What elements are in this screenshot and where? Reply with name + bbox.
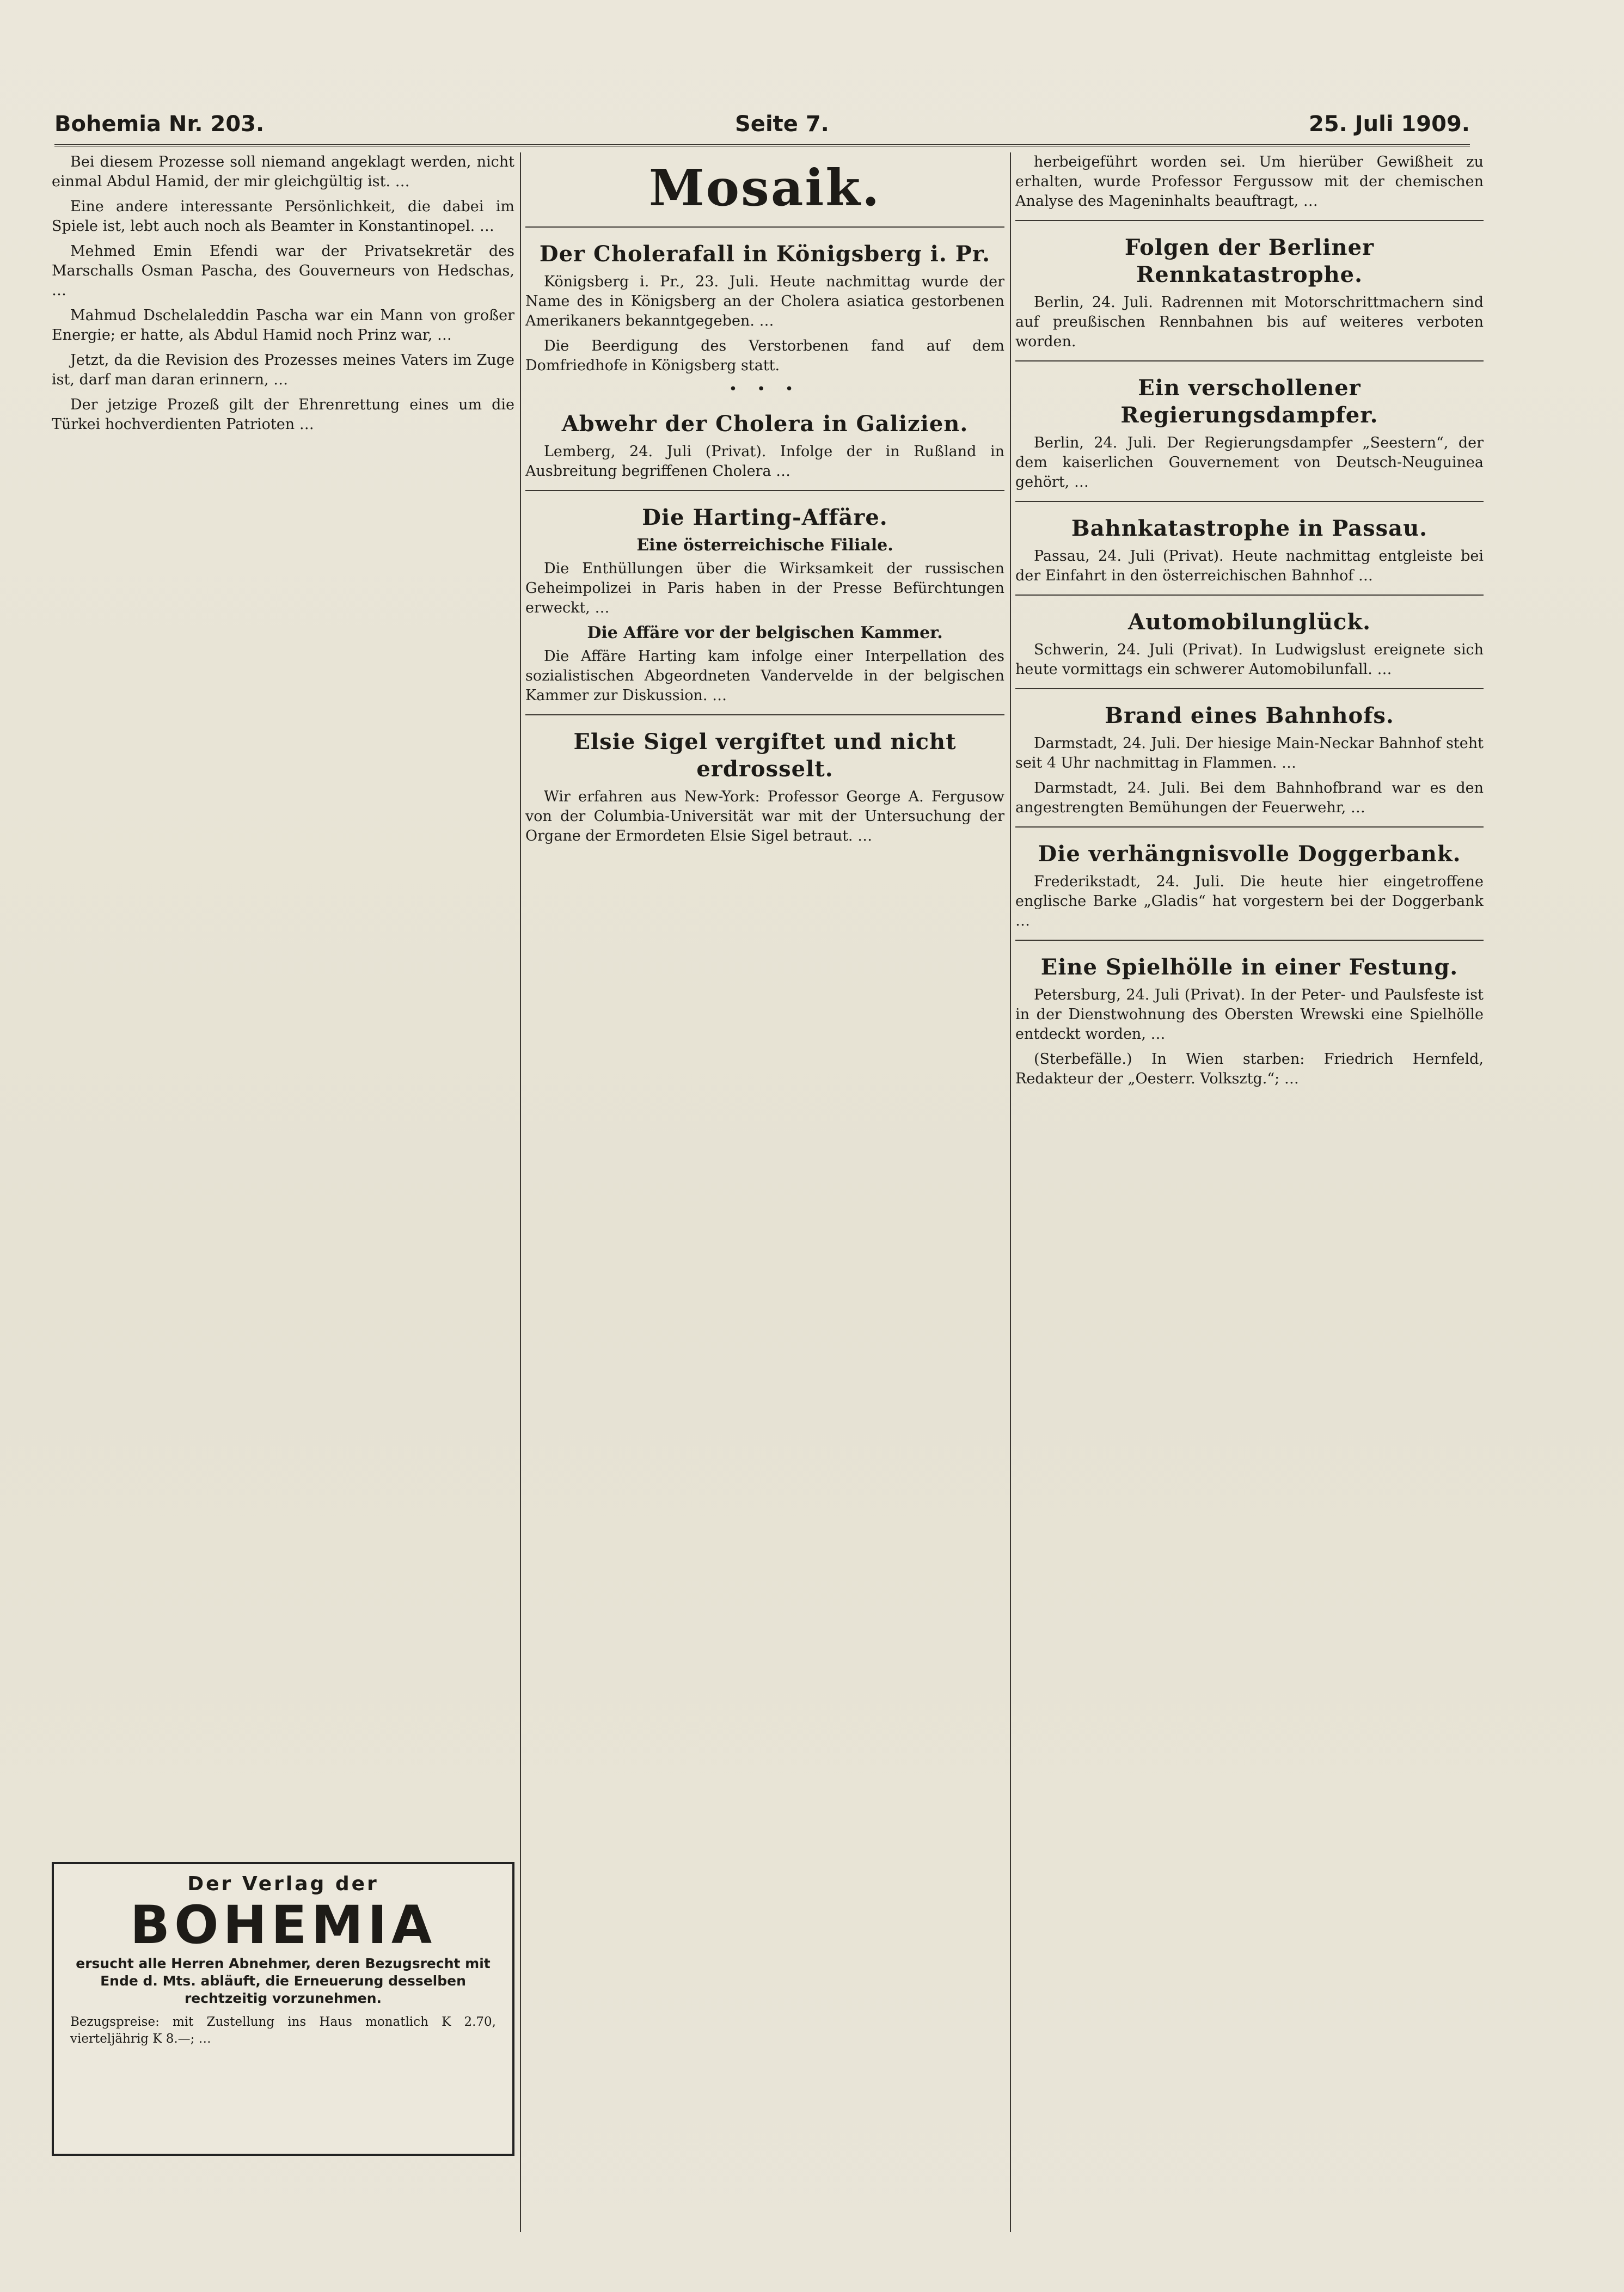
body-paragraph: Mehmed Emin Efendi war der Privatsekretär des Marschalls Osman Pascha, des Gouverneurs von Hedschas, … (52, 243, 514, 299)
body-paragraph: Der jetzige Prozeß gilt der Ehrenrettung eines um die Türkei hochverdienten Patrioten … (52, 396, 514, 433)
column-divider (520, 152, 521, 2232)
body-paragraph: Frederikstadt, 24. Juli. Die heute hier eingetroffene englische Barke „Gladis“ hat vorgestern bei der Doggerbank … (1015, 873, 1484, 929)
article-subheadline: Die Affäre vor der belgischen Kammer. (587, 623, 943, 642)
divider (1015, 360, 1484, 361)
page-number: Seite 7. (735, 112, 829, 137)
header-rule (54, 144, 1470, 146)
body-paragraph: Die Affäre Harting kam infolge einer Interpellation des sozialistischen Abgeordneten Vandervelde in der belgischen Kammer zur Diskussion. … (525, 648, 1004, 704)
body-paragraph: Eine andere interessante Persönlichkeit, die dabei im Spiele ist, lebt auch noch als Beamter in Konstantinopel. … (52, 198, 514, 235)
article-headline: Elsie Sigel vergiftet und nicht erdrosselt. (573, 729, 957, 782)
body-paragraph: Jetzt, da die Revision des Prozesses meines Vaters im Zuge ist, darf man daran erinnern, … (52, 352, 514, 388)
body-paragraph: Darmstadt, 24. Juli. Der hiesige Main-Neckar Bahnhof steht seit 4 Uhr nachmittag in Flammen. … (1015, 735, 1484, 771)
body-paragraph: Schwerin, 24. Juli (Privat). In Ludwigslust ereignete sich heute vormittags ein schwerer Automobilunfall. … (1015, 641, 1484, 678)
body-paragraph: Königsberg i. Pr., 23. Juli. Heute nachmittag wurde der Name des in Königsberg an der Cholera asiatica gestorbenen Amerikaners bekanntgegeben. … (525, 273, 1004, 329)
publisher-advert (52, 1862, 514, 2156)
divider (1015, 220, 1484, 221)
body-paragraph: Bei diesem Prozesse soll niemand angeklagt werden, nicht einmal Abdul Hamid, der mir gleichgültig ist. … (52, 154, 514, 190)
body-paragraph: Die Enthüllungen über die Wirksamkeit der russischen Geheimpolizei in Paris haben in der Presse Befürchtungen erweckt, … (525, 560, 1004, 616)
column-2 (525, 152, 1004, 2254)
advert-text: ersucht alle Herren Abnehmer, deren Bezugsrecht mit Ende d. Mts. abläuft, die Erneuerung desselben rechtzeitig vorzunehmen. (76, 1956, 491, 2006)
divider (1015, 688, 1484, 689)
body-paragraph: Darmstadt, 24. Juli. Bei dem Bahnhofbrand war es den angestrengten Bemühungen der Feuerwehr, … (1015, 780, 1484, 816)
article-headline: Die verhängnisvolle Doggerbank. (1038, 841, 1461, 867)
article-subheadline: Eine österreichische Filiale. (636, 536, 893, 555)
divider (525, 490, 1004, 491)
advert-prices: Bezugspreise: mit Zustellung ins Haus monatlich K 2.70, vierteljährig K 8.—; … (70, 2015, 496, 2046)
body-paragraph: Berlin, 24. Juli. Radrennen mit Motorschrittmachern sind auf preußischen Rennbahnen bis auf weiteres verboten worden. (1015, 294, 1484, 350)
body-paragraph: Wir erfahren aus New-York: Professor George A. Fergusow von der Columbia-Universität war mit der Untersuchung der Organe der Ermordeten Elsie Sigel betraut. … (525, 788, 1004, 844)
body-paragraph: Lemberg, 24. Juli (Privat). Infolge der in Rußland in Ausbreitung begriffenen Cholera … (525, 443, 1004, 480)
column-divider (1010, 152, 1011, 2232)
body-paragraph: Passau, 24. Juli (Privat). Heute nachmittag entgleiste bei der Einfahrt in den österreichischen Bahnhof … (1015, 548, 1484, 584)
column-3 (1015, 152, 1484, 2254)
body-paragraph: Petersburg, 24. Juli (Privat). In der Peter- und Paulsfeste ist in der Dienstwohnung des Obersten Wrewski eine Spielhölle entdeckt worden, … (1015, 986, 1484, 1043)
article-headline: Eine Spielhölle in einer Festung. (1040, 954, 1458, 980)
body-paragraph: Mahmud Dschelaleddin Pascha war ein Mann von großer Energie; er hatte, als Abdul Hamid noch Prinz war, … (52, 307, 514, 344)
advert-brand: BOHEMIA (130, 1895, 437, 1956)
divider (525, 714, 1004, 715)
column-1 (52, 152, 514, 2112)
article-headline: Ein verschollener Regierungsdampfer. (1120, 375, 1378, 428)
article-headline: Automobilunglück. (1127, 609, 1371, 635)
divider (1015, 501, 1484, 502)
body-paragraph: Die Beerdigung des Verstorbenen fand auf dem Domfriedhofe in Königsberg statt. (525, 338, 1004, 374)
body-paragraph: (Sterbefälle.) In Wien starben: Friedrich Hernfeld, Redakteur der „Oesterr. Volksztg.“; … (1015, 1051, 1484, 1087)
paper-issue: Bohemia Nr. 203. (54, 112, 265, 137)
divider (1015, 940, 1484, 941)
article-headline: Brand eines Bahnhofs. (1105, 703, 1394, 728)
article-headline: Der Cholerafall in Königsberg i. Pr. (539, 241, 991, 267)
article-headline: Abwehr der Cholera in Galizien. (561, 411, 969, 437)
divider (1015, 826, 1484, 828)
section-title: Mosaik. (648, 158, 881, 217)
article-headline: Folgen der Berliner Rennkatastrophe. (1124, 235, 1375, 287)
article-headline: Bahnkatastrophe in Passau. (1071, 516, 1428, 541)
body-paragraph: herbeigeführt worden sei. Um hierüber Gewißheit zu erhalten, wurde Professor Fergussow mit der chemischen Analyse des Mageninhalts beauftragt, … (1015, 154, 1484, 210)
body-paragraph: Berlin, 24. Juli. Der Regierungsdampfer „Seestern“, der dem kaiserlichen Gouvernement von Deutsch-Neuguinea gehört, … (1015, 434, 1484, 491)
divider (525, 226, 1004, 228)
advert-publisher-line: Der Verlag der (187, 1873, 379, 1895)
separator-dots: • • • (728, 381, 801, 397)
article-headline: Die Harting-Affäre. (642, 505, 888, 530)
issue-date: 25. Juli 1909. (1308, 112, 1470, 137)
divider (1015, 595, 1484, 596)
